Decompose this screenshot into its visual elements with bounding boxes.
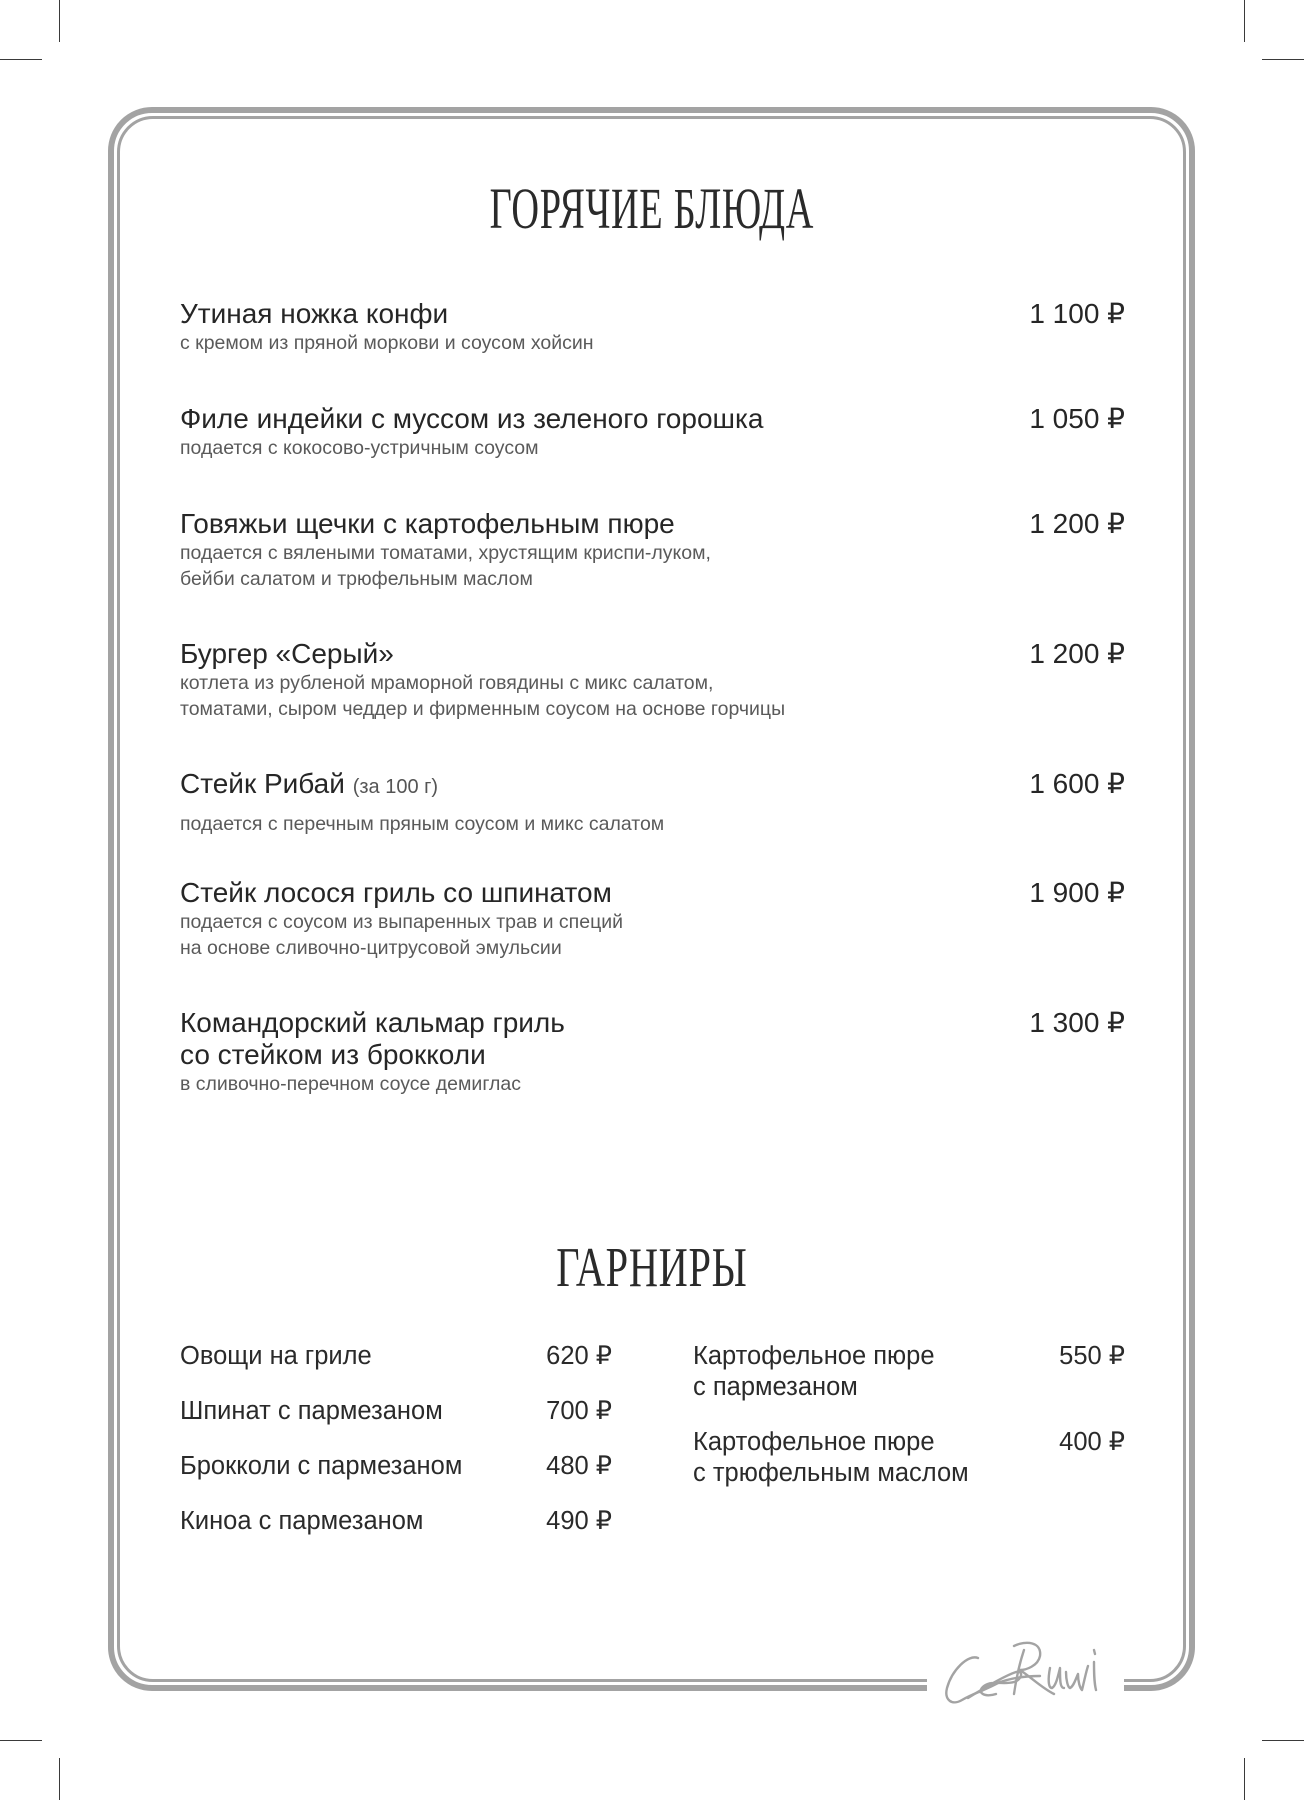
crop-mark	[1262, 59, 1304, 60]
menu-item	[180, 403, 1125, 461]
menu-item-description: подается с соусом из выпаренных трав и специй	[180, 911, 624, 933]
section-title-text: ГАРНИРЫ	[556, 1237, 748, 1299]
menu-item-price: 1 200 ₽	[1029, 638, 1125, 669]
section-title-sides	[0, 1236, 1304, 1300]
side-item-name: Овощи на гриле	[180, 1342, 372, 1370]
side-item-name: Картофельное пюре	[693, 1428, 935, 1456]
menu-item-description: подается с перечным пряным соусом и микс салатом	[180, 813, 665, 835]
signature-stroke	[1094, 1662, 1096, 1690]
menu-item-price: 1 600 ₽	[1029, 768, 1125, 799]
signature-logo	[944, 1636, 1110, 1712]
section-title-hot-dishes	[0, 176, 1304, 242]
menu-item-description: с кремом из пряной моркови и соусом хойсин	[180, 332, 594, 354]
side-item-price: 550 ₽	[1059, 1342, 1125, 1370]
menu-item-price: 1 300 ₽	[1029, 1007, 1125, 1038]
crop-mark	[1262, 1740, 1304, 1741]
menu-item-name: Говяжьи щечки с картофельным пюре	[180, 508, 675, 539]
menu-item-price: 1 900 ₽	[1029, 877, 1125, 908]
menu-item-name: Стейк Рибай	[180, 768, 345, 799]
menu-item-portion-note: (за 100 г)	[352, 776, 439, 798]
menu-item	[180, 508, 1125, 592]
section-title-text: ГОРЯЧИЕ БЛЮДА	[489, 176, 815, 241]
side-item-price: 620 ₽	[546, 1342, 612, 1370]
side-item-price: 480 ₽	[546, 1452, 612, 1480]
menu-item-price: 1 050 ₽	[1029, 403, 1125, 434]
crop-mark	[59, 1758, 60, 1800]
menu-item	[180, 638, 1125, 722]
menu-item-description: бейби салатом и трюфельным маслом	[180, 568, 533, 590]
signature-stroke	[1049, 1668, 1064, 1688]
menu-item	[180, 877, 1125, 961]
side-item-name: Шпинат с пармезаном	[180, 1397, 443, 1425]
signature-stroke	[1066, 1666, 1088, 1690]
menu-item	[180, 298, 1125, 356]
side-item-price: 400 ₽	[1059, 1428, 1125, 1456]
menu-item-description: томатами, сыром чеддер и фирменным соусом на основе горчицы	[180, 698, 786, 720]
side-item-price: 490 ₽	[546, 1507, 612, 1535]
menu-item-description: подается с вялеными томатами, хрустящим криспи-луком,	[180, 542, 711, 564]
menu-item-name-line	[180, 768, 1125, 803]
menu-item	[180, 1007, 1125, 1097]
side-item-name: Картофельное пюре	[693, 1342, 935, 1370]
signature-stroke	[1094, 1650, 1095, 1654]
side-item-name: Брокколи с пармезаном	[180, 1452, 463, 1480]
crop-mark	[1244, 0, 1245, 42]
menu-item	[180, 768, 1125, 837]
menu-item-description: в сливочно-перечном соусе демиглас	[180, 1073, 521, 1095]
menu-item-name-continued: со стейком из брокколи	[180, 1039, 486, 1070]
menu-item-description: на основе сливочно-цитрусовой эмульсии	[180, 937, 562, 959]
crop-mark	[0, 1740, 42, 1741]
side-item-name: Киноа с пармезаном	[180, 1507, 424, 1535]
menu-item-name: Филе индейки с муссом из зеленого горошка	[180, 403, 764, 434]
menu-item-price: 1 100 ₽	[1029, 298, 1125, 329]
crop-mark	[0, 59, 42, 60]
crop-mark	[59, 0, 60, 42]
menu-item-price: 1 200 ₽	[1029, 508, 1125, 539]
menu-item-description: подается с кокосово-устричным соусом	[180, 437, 539, 459]
menu-item-name: Утиная ножка конфи	[180, 298, 449, 329]
crop-mark	[1244, 1758, 1245, 1800]
side-item-name-continued: с пармезаном	[693, 1373, 858, 1401]
side-item-price: 700 ₽	[546, 1397, 612, 1425]
menu-item-name: Командорский кальмар гриль	[180, 1007, 565, 1038]
menu-item-name: Бургер «Серый»	[180, 638, 394, 669]
menu-item-description: котлета из рубленой мраморной говядины с микс салатом,	[180, 672, 714, 694]
menu-item-name: Стейк лосося гриль со шпинатом	[180, 877, 612, 908]
side-item-name-continued: с трюфельным маслом	[693, 1459, 969, 1487]
